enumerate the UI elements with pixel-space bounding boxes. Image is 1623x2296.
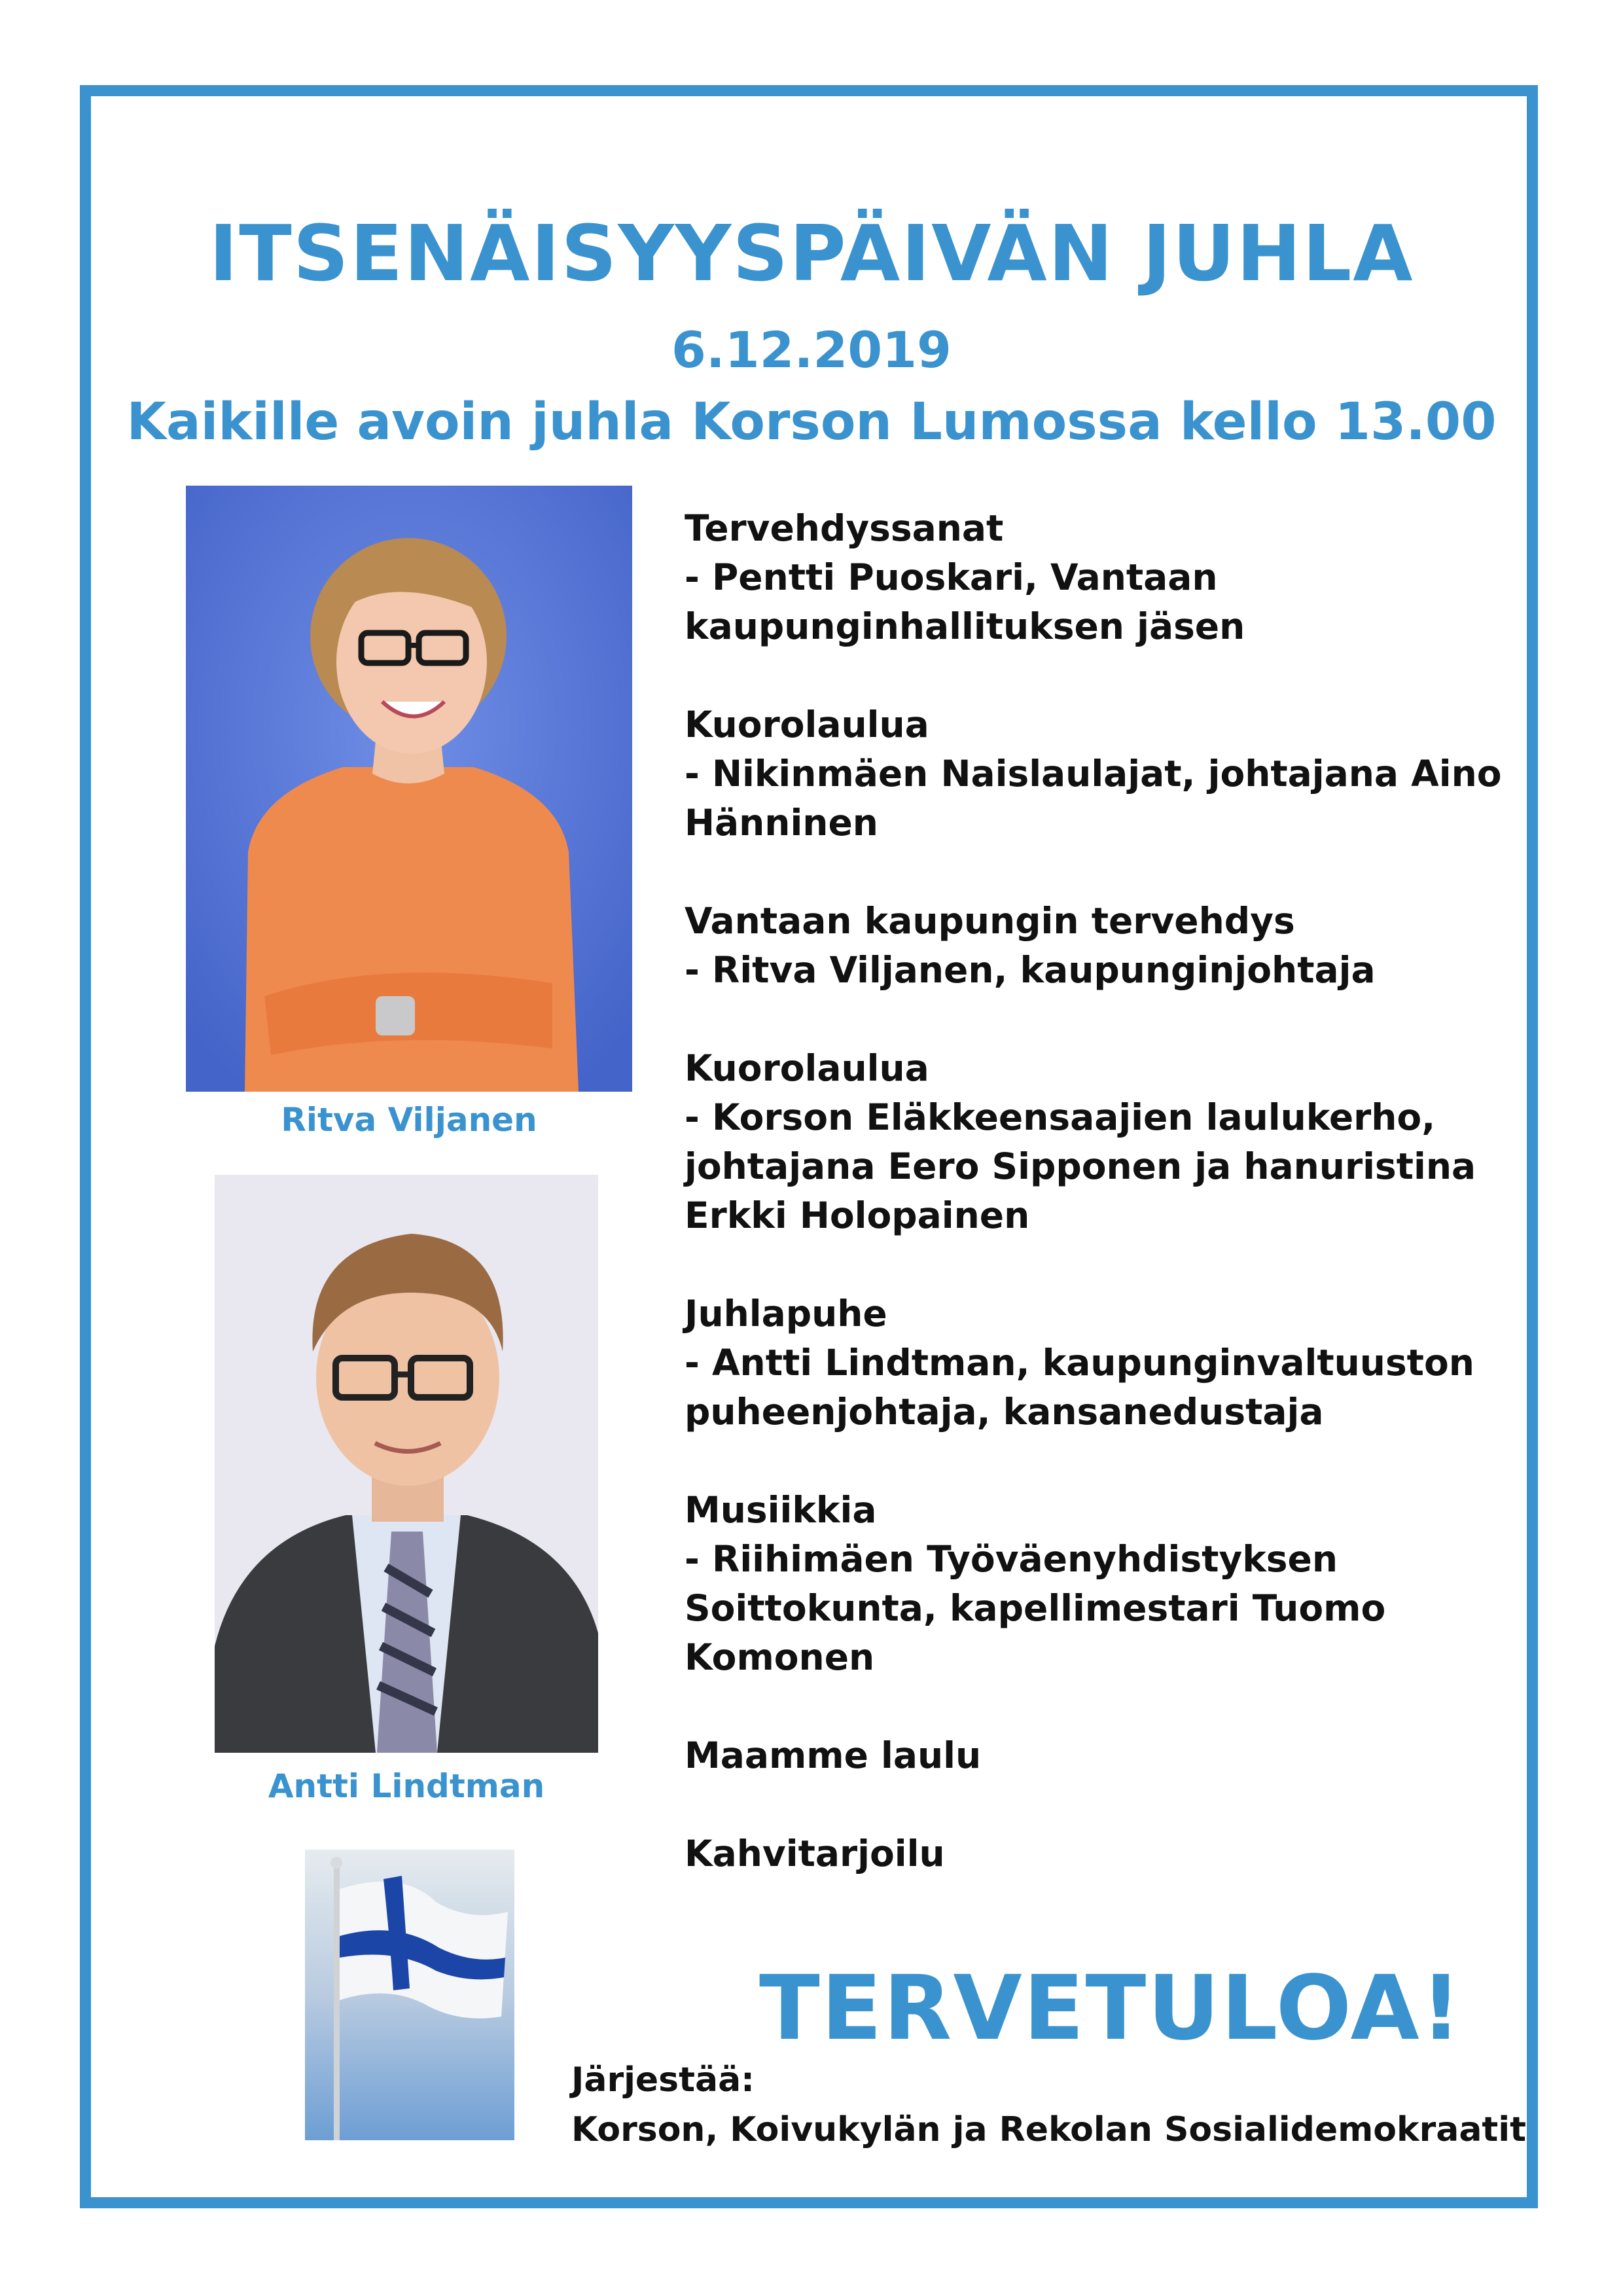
finnish-flag-icon (305, 1850, 514, 2140)
program-item (685, 1731, 1509, 1780)
program-line: - Korson Eläkkeensaajien laulukerho, (685, 1096, 1436, 1138)
program-line: Hänninen (685, 802, 878, 844)
program-heading: Vantaan kaupungin tervehdys (685, 900, 1295, 942)
program-heading: Tervehdyssanat (685, 507, 1004, 549)
program-line: - Ritva Viljanen, kaupunginjohtaja (685, 949, 1376, 991)
program-item (685, 1829, 1509, 1878)
event-subtitle: Kaikille avoin juhla Korson Lumossa kello 13.00 (126, 393, 1497, 452)
caption-ritva: Ritva Viljanen (281, 1101, 537, 1139)
caption-antti: Antti Lindtman (268, 1767, 545, 1805)
program-heading: Maamme laulu (685, 1734, 982, 1776)
event-date: 6.12.2019 (671, 321, 952, 379)
event-title: ITSENÄISYYSPÄIVÄN JUHLA (209, 208, 1414, 298)
program-item (685, 700, 1509, 848)
program-line: Erkki Holopainen (685, 1194, 1030, 1236)
program-heading: Kuorolaulua (685, 1047, 929, 1089)
woman-portrait-icon (186, 486, 632, 1092)
program-item (685, 504, 1509, 651)
program-line: - Antti Lindtman, kaupunginvaltuuston (685, 1342, 1474, 1384)
welcome-text: TERVETULOA! (759, 1957, 1463, 2060)
program-heading: Kahvitarjoilu (685, 1833, 945, 1874)
program-item (685, 1486, 1509, 1682)
program-line: puheenjohtaja, kansanedustaja (685, 1391, 1324, 1433)
program-line: kaupunginhallituksen jäsen (685, 605, 1245, 647)
program-line: - Nikinmäen Naislaulajat, johtajana Aino (685, 753, 1502, 795)
program-heading: Juhlapuhe (685, 1293, 887, 1335)
program-line: Soittokunta, kapellimestari Tuomo (685, 1587, 1386, 1629)
program-line: johtajana Eero Sipponen ja hanuristina (685, 1145, 1476, 1187)
man-portrait-icon (215, 1175, 598, 1753)
organizer-block (571, 2055, 1526, 2155)
organizer-name: Korson, Koivukylän ja Rekolan Sosialidemokraatit (571, 2110, 1526, 2149)
program-heading: Musiikkia (685, 1489, 877, 1531)
program-line: - Pentti Puoskari, Vantaan (685, 556, 1218, 598)
program-item (685, 897, 1509, 995)
program-line: - Riihimäen Työväenyhdistyksen (685, 1538, 1338, 1580)
program-item (685, 1044, 1509, 1240)
program-line: Komonen (685, 1636, 875, 1678)
program-item (685, 1289, 1509, 1437)
organizer-label: Järjestää: (571, 2060, 755, 2100)
program-heading: Kuorolaulua (685, 704, 929, 745)
program-list (685, 504, 1509, 1928)
